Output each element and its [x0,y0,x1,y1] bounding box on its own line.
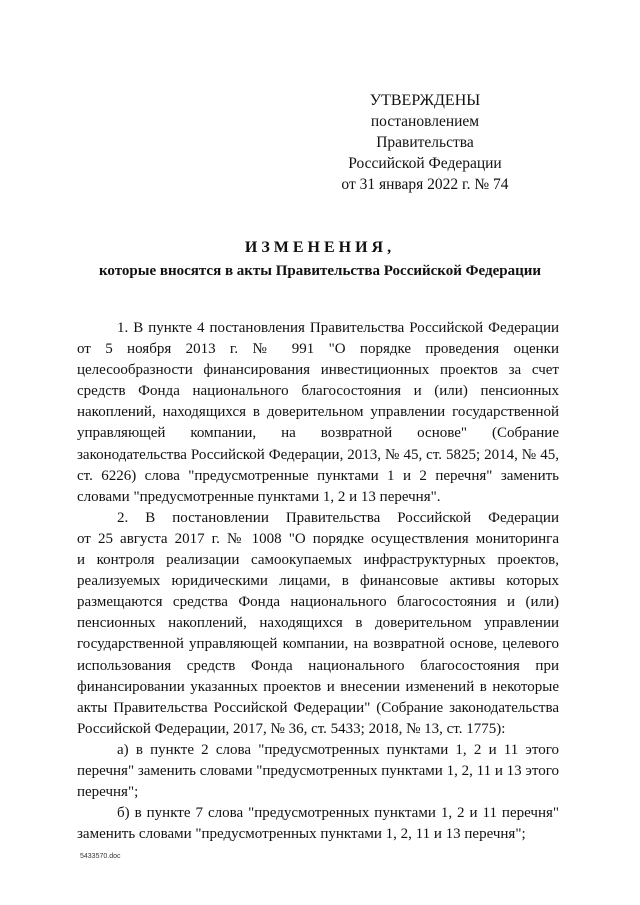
text-line: заменить словами "предусмотренных пунктами 1, 2, 11 и 13 перечня"; [77,826,526,843]
text-line: и контроля реализации самоокупаемых инфраструктурных проектов, [77,552,559,569]
text-line: перечня"; [77,784,139,801]
text-line: Российской Федерации, 2017, № 36, ст. 5433; 2018, № 13, ст. 1775): [77,720,506,737]
text-line: финансировании указанных проектов и внесении изменений в некоторые [77,678,559,695]
approval-line-3: от 31 января 2022 г. № 74 [341,176,509,193]
text-line: от 5 ноября 2013 г. № 991 "О порядке проведения оценки [77,341,559,358]
text-line: ст. 6226) слова "предусмотренные пунктами 1 и 2 перечня" заменить [77,467,559,484]
document-body [77,318,559,845]
item-b [77,803,559,845]
paragraph-1 [77,318,559,508]
text-line: 1. В пункте 4 постановления Правительства Российской Федерации [117,320,559,336]
text-line: накоплений, находящихся в доверительном управлении государственной [77,404,559,421]
text-line: б) в пункте 7 слова "предусмотренных пунктами 1, 2 и 11 перечня" [117,805,559,822]
text-line: государственной управляющей компании, на возвратной основе, целевого [77,636,559,653]
document-subtitle: которые вносятся в акты Правительства Российской Федерации [98,263,542,279]
text-line: управляющей компании, на возвратной основе" (Собрание [77,425,559,442]
text-line: средств Фонда национального благосостояния и (или) пенсионных [77,383,559,400]
text-line: целесообразности финансирования инвестиционных проектов за счет [77,362,559,379]
text-line: от 25 августа 2017 г. № 1008 "О порядке осуществления мониторинга [77,530,559,547]
text-line: пенсионных накоплений, находящихся в доверительном управлении [77,615,559,632]
text-line: реализуемых юридическими лицами, в финансовые активы которых [77,573,559,590]
approval-heading: УТВЕРЖДЕНЫ [369,92,481,109]
text-line: перечня" заменить словами "предусмотренных пунктами 1, 2, 11 и 13 этого [77,762,559,779]
paragraph-2 [77,508,559,740]
approval-block [330,90,520,195]
text-line: 2. В постановлении Правительства Российской Федерации [117,509,559,526]
text-line: использования средств Фонда национального благосостояния при [77,657,559,674]
text-line: а) в пункте 2 слова "предусмотренных пунктами 1, 2 и 11 этого [117,741,559,758]
document-title: ИЗМЕНЕНИЯ, [244,239,396,256]
item-a [77,740,559,803]
text-line: законодательства Российской Федерации, 2013, № 45, ст. 5825; 2014, № 45, [77,446,559,463]
approval-line-2: Российской Федерации [348,155,502,172]
file-reference: 5433570.doc [80,853,121,860]
text-line: акты Правительства Российской Федерации" (Собрание законодательства [77,699,559,716]
text-line: размещаются средства Фонда национального благосостояния и (или) [77,594,559,611]
approval-line-1: постановлением Правительства [370,113,480,151]
text-line: словами "предусмотренные пунктами 1, 2 и 13 перечня". [77,488,441,505]
